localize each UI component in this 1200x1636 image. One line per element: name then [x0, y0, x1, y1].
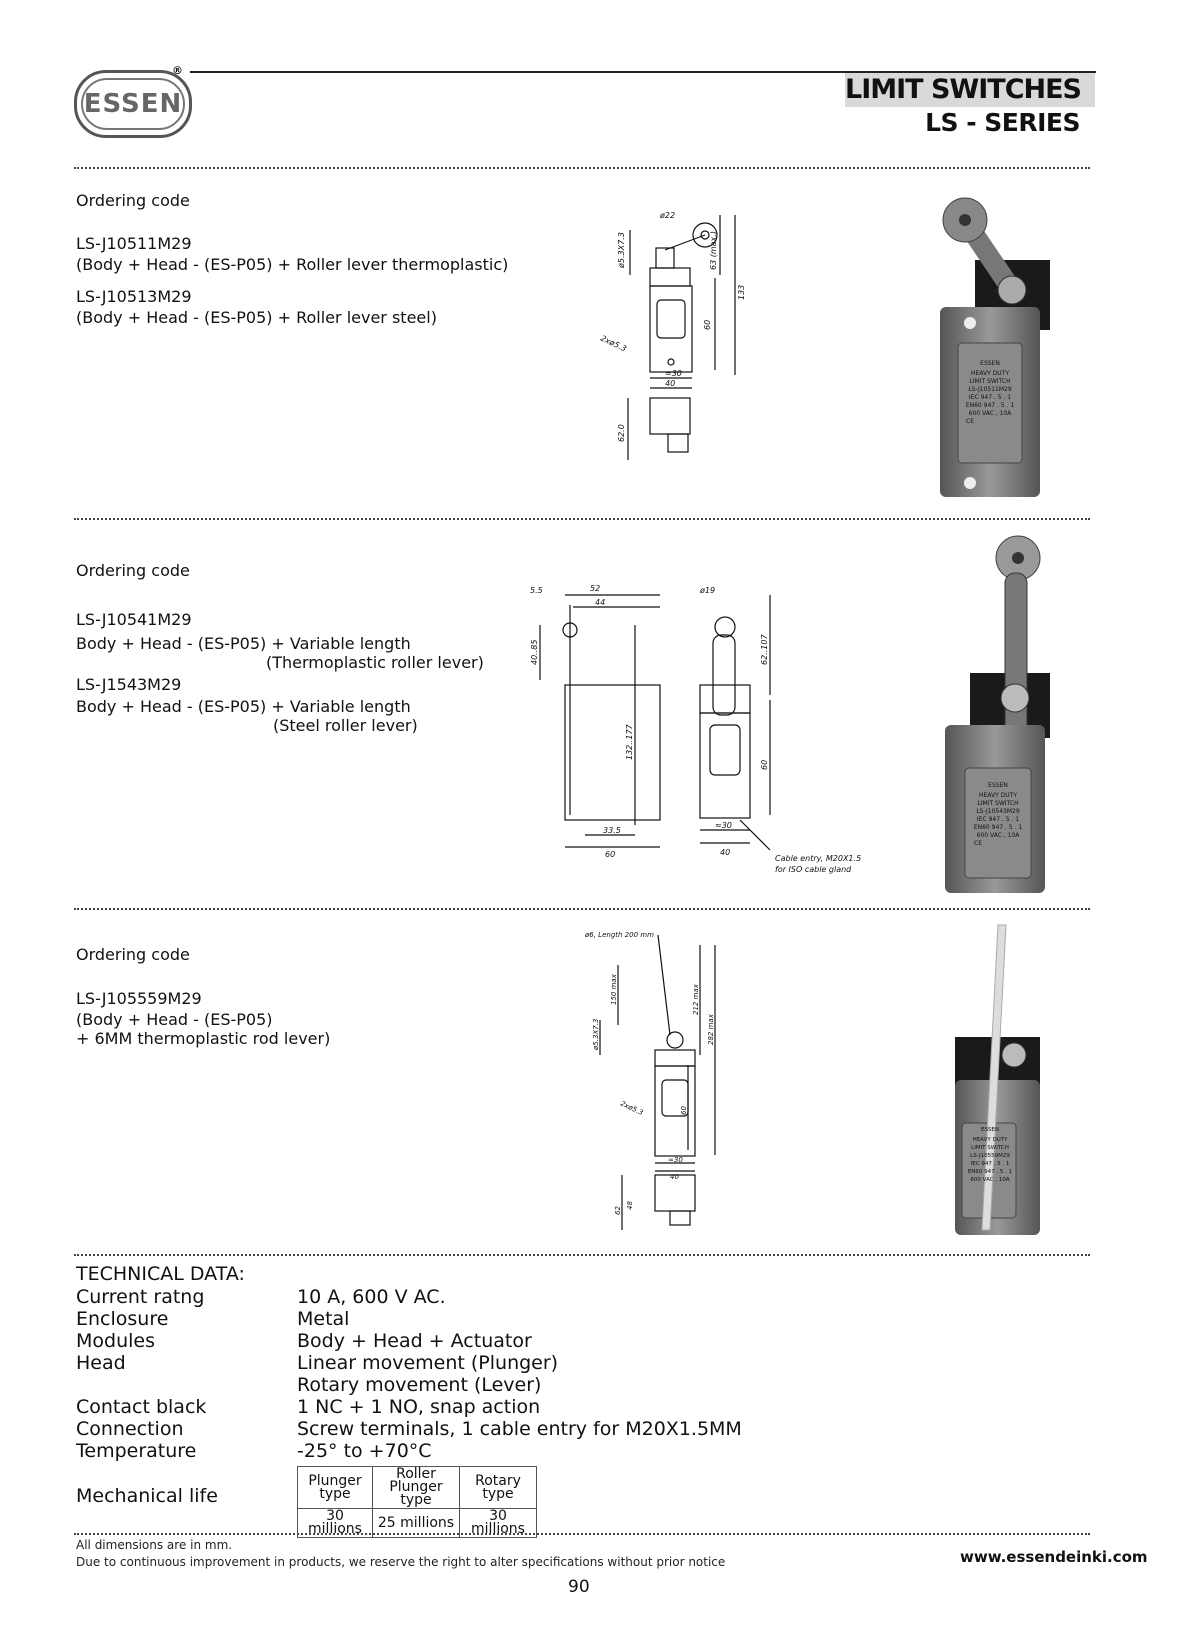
mech-value-rotary: 30 millions	[460, 1509, 537, 1538]
ordering-desc-1: (Body + Head - (ES-P05)	[76, 1010, 273, 1029]
mech-value-plunger: 30 millions	[298, 1509, 373, 1538]
dim-label: 212 max	[692, 984, 700, 1015]
dim-label: 60	[760, 759, 769, 770]
website-link[interactable]: www.essendeinki.com	[960, 1548, 1148, 1566]
dim-label: 150 max	[610, 974, 618, 1005]
photo-label-text: IEC 947 . 5 . 1	[976, 816, 1020, 823]
section-divider	[74, 167, 1090, 169]
dim-label: 60	[680, 1106, 688, 1115]
tech-label-mechanical-life: Mechanical life	[76, 1485, 218, 1507]
mechanical-life-table	[297, 1466, 537, 1538]
product-photo-variable-lever	[940, 533, 1080, 903]
dim-label: 33.5	[603, 826, 621, 835]
photo-label-text: HEAVY DUTY	[972, 1137, 1008, 1143]
head-body	[650, 268, 690, 286]
lever-nut	[1002, 1043, 1026, 1067]
tech-label-temperature: Temperature	[76, 1440, 197, 1462]
photo-label-text: EN60 947 . 5 . 1	[973, 824, 1023, 831]
dim-label: 63 (max.)	[709, 231, 718, 270]
photo-label-text: ESSEN	[980, 1127, 1000, 1133]
dimension-drawing-rod-lever	[580, 925, 770, 1245]
dim-label: 5.5	[530, 586, 543, 595]
cable-note: Cable entry, M20X1.5	[775, 854, 862, 863]
dim-label: ø22	[660, 211, 676, 220]
mech-header-rotary: Rotary type	[460, 1467, 537, 1509]
roller-hub	[1012, 552, 1024, 564]
lever-arm	[665, 235, 705, 250]
tech-label-modules: Modules	[76, 1330, 155, 1352]
head-body	[655, 1050, 695, 1066]
photo-label-text: LIMIT SWITCH	[971, 1145, 1009, 1151]
roller-hub	[959, 214, 971, 226]
tech-label-contact: Contact black	[76, 1396, 207, 1418]
side-view-head	[668, 434, 688, 452]
cable-note: for ISO cable gland	[775, 865, 852, 874]
dim-label: 40	[665, 379, 676, 388]
photo-label-text: EN60 947 . 5 . 1	[967, 1169, 1013, 1175]
dim-label: 132..177	[625, 724, 634, 760]
photo-label-text: LIMIT SWITCH	[977, 800, 1019, 807]
front-roller	[715, 617, 735, 637]
section-divider	[74, 1254, 1090, 1256]
dimension-drawing-variable-lever	[525, 585, 870, 880]
ordering-code-1: LS-J10541M29	[76, 610, 192, 629]
tech-label-enclosure: Enclosure	[76, 1308, 169, 1330]
photo-label-text: IEC 947 . 5 . 1	[968, 394, 1012, 401]
front-body	[700, 713, 750, 818]
page-subtitle: LS - SERIES	[925, 108, 1080, 137]
front-head	[700, 685, 750, 713]
dim-label: 2xø5.3	[619, 1099, 645, 1117]
photo-label-text: LIMIT SWITCH	[969, 378, 1011, 385]
page-title: LIMIT SWITCHES	[845, 73, 1095, 107]
rod-lever	[658, 935, 670, 1035]
tech-value-contact: 1 NC + 1 NO, snap action	[297, 1396, 541, 1418]
ordering-desc-1: Body + Head - (ES-P05) + Variable length	[76, 634, 411, 653]
dim-label: 40	[720, 848, 731, 857]
photo-label-text: LS-J10543M29	[976, 808, 1020, 815]
ordering-desc-2: (Body + Head - (ES-P05) + Roller lever steel)	[76, 308, 437, 327]
mech-header-plunger: Plunger type	[298, 1467, 373, 1509]
photo-label-text: IEC 947 . 5 . 1	[970, 1161, 1010, 1167]
logo-text: ESSEN	[81, 78, 185, 130]
photo-label-text: ESSEN	[980, 360, 1000, 367]
ordering-desc-2: Body + Head - (ES-P05) + Variable length	[76, 697, 411, 716]
ordering-code-1: LS-J10511M29	[76, 234, 192, 253]
dimension-drawing-roller-lever	[599, 210, 790, 490]
tech-value-head-2: Rotary movement (Lever)	[297, 1374, 542, 1396]
screw-top	[964, 317, 976, 329]
ordering-desc-1b: + 6MM thermoplastic rod lever)	[76, 1029, 331, 1048]
product-photo-rod-lever	[950, 925, 1070, 1245]
lever-arm	[1005, 573, 1027, 738]
tech-label-head: Head	[76, 1352, 126, 1374]
dim-label: 62	[614, 1206, 622, 1215]
tech-value-head: Linear movement (Plunger)	[297, 1352, 559, 1374]
tech-value-modules: Body + Head + Actuator	[297, 1330, 532, 1352]
dim-label: ø19	[700, 586, 716, 595]
product-photo-roller-lever	[930, 195, 1080, 505]
dim-label: 48	[626, 1201, 634, 1210]
front-lever	[713, 635, 735, 715]
ordering-code-label: Ordering code	[76, 945, 190, 964]
photo-label-text: HEAVY DUTY	[978, 792, 1018, 799]
dim-label: ≈30	[668, 1156, 683, 1164]
dim-label: 60	[703, 319, 712, 330]
lever-nut	[1001, 684, 1029, 712]
screw-bottom	[964, 477, 976, 489]
lever-nut	[998, 276, 1026, 304]
technical-heading: TECHNICAL DATA:	[76, 1263, 245, 1285]
ordering-code-2: LS-J1543M29	[76, 675, 182, 694]
mech-value-roller: 25 millions	[373, 1509, 460, 1538]
dim-label: 282 max	[707, 1014, 715, 1045]
photo-label-text: HEAVY DUTY	[970, 370, 1010, 377]
mech-header-roller: Roller Plunger type	[373, 1467, 460, 1509]
dim-label: 62.0	[617, 424, 626, 442]
photo-label-text: EN60 947 . 5 . 1	[965, 402, 1015, 409]
photo-label-text: ESSEN	[988, 782, 1008, 789]
dim-label: 44	[595, 598, 606, 607]
photo-label-text: 600 VAC , 10A	[968, 410, 1012, 417]
dim-label: 40..85	[530, 639, 539, 665]
photo-label-text: LS-J10559M29	[970, 1153, 1010, 1159]
footer-divider	[74, 1533, 1090, 1535]
dim-label: ≈30	[715, 821, 732, 830]
cable-leader	[740, 820, 770, 850]
side-view-body	[650, 398, 690, 434]
dim-label: ø5.3X7.3	[592, 1018, 600, 1050]
section-divider	[74, 908, 1090, 910]
photo-label-text: CE	[974, 840, 982, 847]
registered-mark: ®	[172, 64, 183, 77]
rod-hub	[667, 1032, 683, 1048]
dim-label: ≈30	[665, 369, 682, 378]
photo-label-text: CE	[966, 418, 974, 425]
ordering-code-1: LS-J105559M29	[76, 989, 202, 1008]
photo-label-text: LS-J10511M29	[968, 386, 1012, 393]
dim-label: 40	[670, 1173, 679, 1181]
ordering-desc-2b: (Steel roller lever)	[273, 716, 418, 735]
photo-label-text: 600 VAC , 10A	[970, 1177, 1010, 1183]
side-view-head	[670, 1211, 690, 1225]
photo-label-text: 600 VAC , 10A	[976, 832, 1020, 839]
front-recess	[710, 725, 740, 775]
tech-value-connection: Screw terminals, 1 cable entry for M20X1.5MM	[297, 1418, 742, 1440]
dim-label: ø5.3X7.3	[617, 232, 626, 268]
dim-label: 52	[590, 584, 601, 593]
ordering-desc-1: (Body + Head - (ES-P05) + Roller lever thermoplastic)	[76, 255, 509, 274]
section-divider	[74, 518, 1090, 520]
ordering-code-2: LS-J10513M29	[76, 287, 192, 306]
dim-label: 62..107	[760, 634, 769, 665]
ordering-desc-1b: (Thermoplastic roller lever)	[266, 653, 484, 672]
page-number: 90	[568, 1577, 590, 1597]
ordering-code-label: Ordering code	[76, 561, 190, 580]
footer-note-dimensions: All dimensions are in mm.	[76, 1538, 233, 1552]
tech-label-connection: Connection	[76, 1418, 184, 1440]
cover-recess	[657, 300, 685, 338]
dim-label: 60	[605, 850, 616, 859]
essen-logo	[74, 70, 192, 138]
tech-value-temperature: -25° to +70°C	[297, 1440, 432, 1462]
ordering-code-label: Ordering code	[76, 191, 190, 210]
lever-hub	[656, 248, 674, 268]
dim-label: 133	[737, 284, 746, 300]
footer-note-disclaimer: Due to continuous improvement in products, we reserve the right to alter specifications without prior notice	[76, 1555, 726, 1569]
tech-value-enclosure: Metal	[297, 1308, 350, 1330]
tech-label-current: Current ratng	[76, 1286, 205, 1308]
dim-label: 2xø5.3	[599, 333, 628, 354]
dim-label: ø6, Length 200 mm	[585, 931, 654, 939]
tech-value-current: 10 A, 600 V AC.	[297, 1286, 446, 1308]
mount-hole	[668, 359, 674, 365]
side-body	[565, 685, 660, 820]
